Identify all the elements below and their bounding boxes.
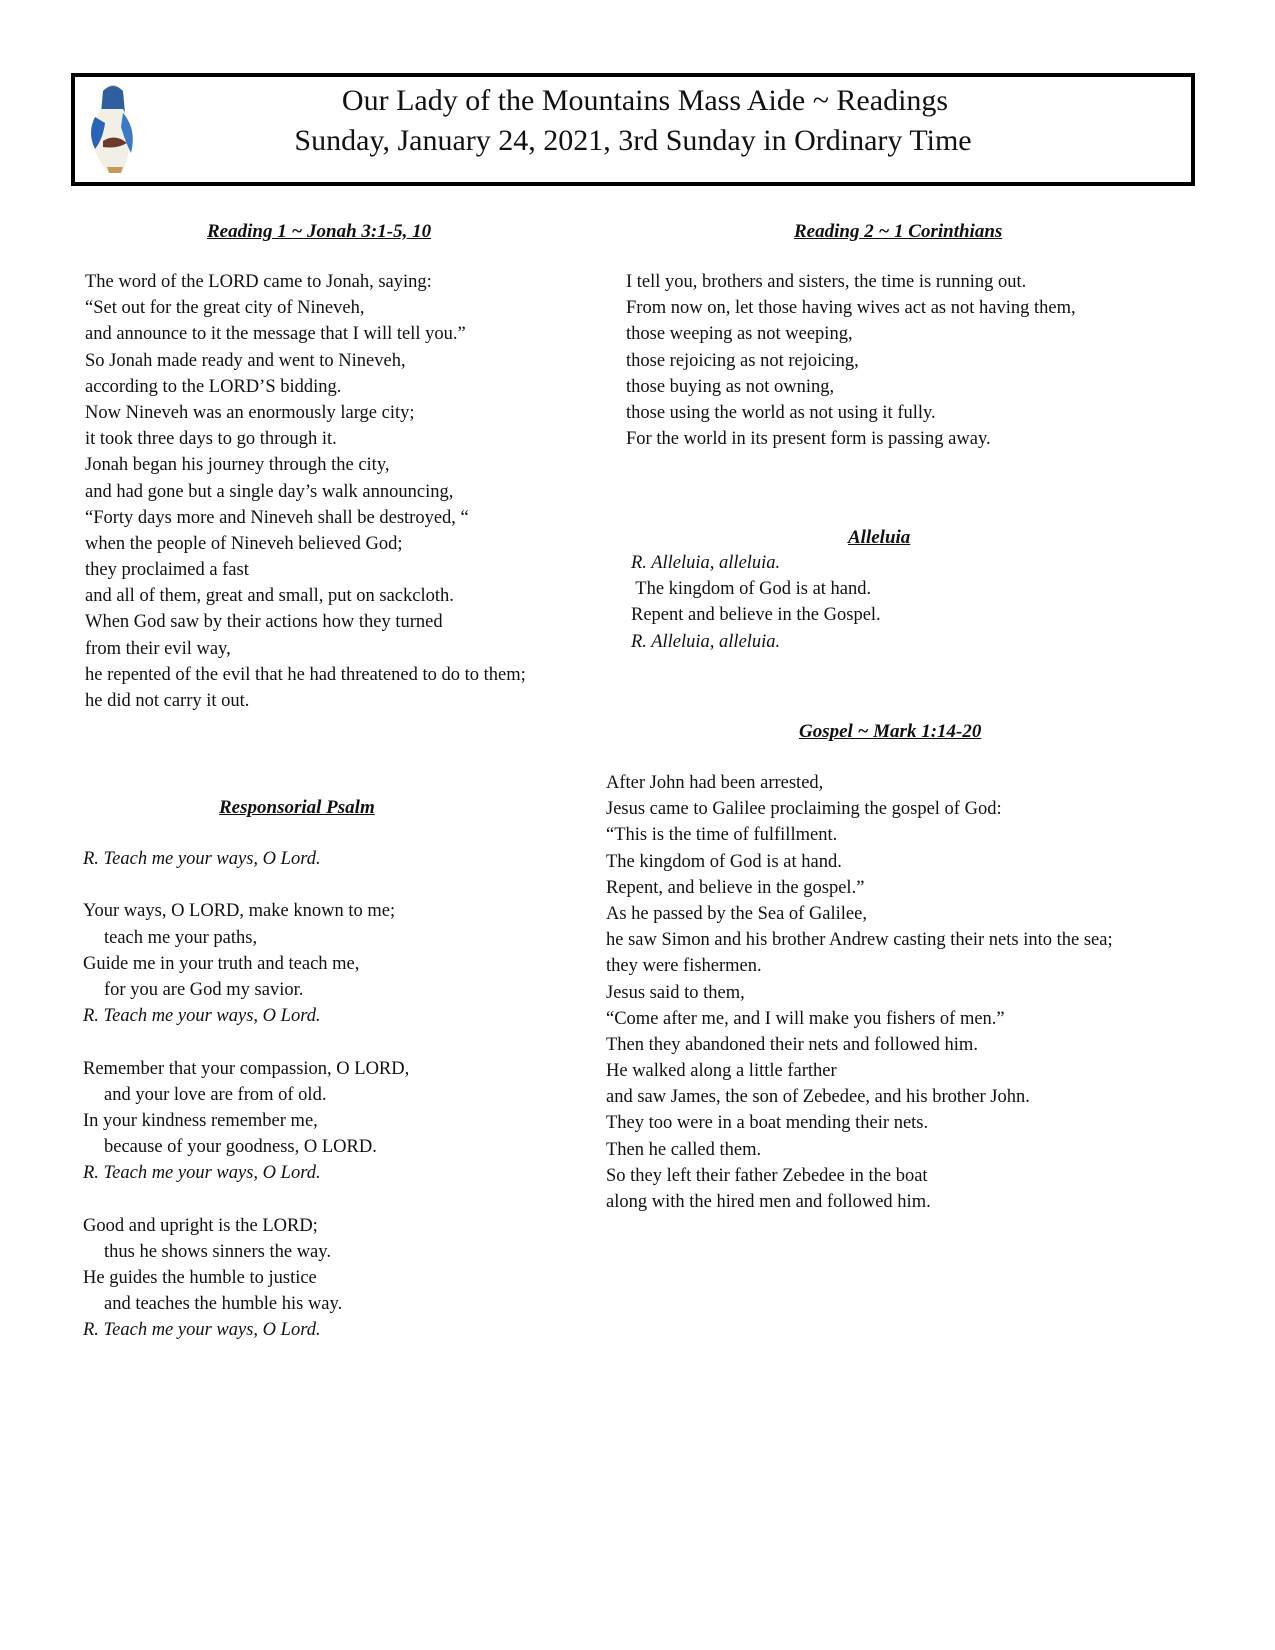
psalm-response: R. Teach me your ways, O Lord. [83, 849, 321, 869]
alleluia-text [631, 550, 881, 655]
psalm-line: Guide me in your truth and teach me, [83, 953, 360, 974]
reading1-line: when the people of Nineveh believed God; [85, 533, 403, 554]
gospel-line: They too were in a boat mending their nets. [606, 1113, 929, 1134]
gospel-line: he saw Simon and his brother Andrew casting their nets into the sea; [606, 930, 1113, 951]
gospel-heading: Gospel ~ Mark 1:14-20 [799, 721, 982, 742]
gospel-line: So they left their father Zebedee in the boat [606, 1165, 928, 1186]
gospel-line: Repent, and believe in the gospel.” [606, 877, 865, 898]
gospel-line: Jesus came to Galilee proclaiming the gospel of God: [606, 799, 1002, 820]
psalm-response: R. Teach me your ways, O Lord. [83, 1320, 321, 1341]
reading2-line: those buying as not owning, [626, 376, 835, 397]
reading1-line: The word of the LORD came to Jonah, saying: [85, 272, 432, 292]
page-subtitle: Sunday, January 24, 2021, 3rd Sunday in Ordinary Time [294, 124, 972, 157]
reading1-text [85, 269, 526, 714]
psalm-line: Good and upright is the LORD; [83, 1215, 318, 1236]
gospel-line: The kingdom of God is at hand. [606, 851, 842, 872]
psalm-line: Your ways, O LORD, make known to me; [83, 901, 396, 922]
psalm-line: Remember that your compassion, O LORD, [83, 1058, 410, 1079]
reading2-line: those using the world as not using it fully. [626, 402, 936, 423]
reading2-line: I tell you, brothers and sisters, the time is running out. [626, 272, 1027, 292]
psalm-line: because of your goodness, O LORD. [104, 1137, 377, 1158]
reading1-line: he did not carry it out. [85, 691, 250, 711]
reading1-line: they proclaimed a fast [85, 560, 249, 581]
gospel-line: they were fishermen. [606, 956, 762, 977]
reading1-line: according to the LORD’S bidding. [85, 376, 342, 397]
reading1-line: Now Nineveh was an enormously large city; [85, 402, 415, 423]
reading1-line: and all of them, great and small, put on sackcloth. [85, 586, 454, 607]
psalm-text [83, 846, 409, 1344]
gospel-line: “Come after me, and I will make you fishers of men.” [606, 1008, 1005, 1029]
reading1-line: it took three days to go through it. [85, 429, 337, 450]
psalm-line: for you are God my savior. [104, 979, 304, 1000]
reading2-line: those rejoicing as not rejoicing, [626, 350, 859, 371]
reading1-heading: Reading 1 ~ Jonah 3:1-5, 10 [207, 221, 432, 242]
psalm-line: thus he shows sinners the way. [104, 1241, 331, 1262]
alleluia-heading: Alleluia [848, 527, 911, 548]
gospel-line: Then he called them. [606, 1139, 762, 1160]
reading2-heading: Reading 2 ~ 1 Corinthians [794, 221, 1003, 242]
reading1-line: So Jonah made ready and went to Nineveh, [85, 350, 406, 371]
reading1-line: he repented of the evil that he had threatened to do to them; [85, 664, 526, 685]
alleluia-response: R. Alleluia, alleluia. [631, 631, 781, 652]
reading1-line: When God saw by their actions how they turned [85, 612, 443, 633]
gospel-line: As he passed by the Sea of Galilee, [606, 903, 867, 924]
reading1-line: Jonah began his journey through the city, [85, 455, 390, 476]
psalm-line: and teaches the humble his way. [104, 1294, 343, 1315]
gospel-line: “This is the time of fulfillment. [606, 825, 838, 846]
alleluia-response: R. Alleluia, alleluia. [631, 553, 781, 573]
reading1-line: and had gone but a single day’s walk announcing, [85, 481, 454, 502]
alleluia-verse: The kingdom of God is at hand. [631, 579, 872, 600]
gospel-line: He walked along a little farther [606, 1061, 837, 1082]
gospel-line: Then they abandoned their nets and followed him. [606, 1034, 978, 1055]
gospel-line: and saw James, the son of Zebedee, and his brother John. [606, 1087, 1030, 1108]
reading2-line: From now on, let those having wives act as not having them, [626, 298, 1076, 319]
reading1-line: “Forty days more and Nineveh shall be destroyed, “ [85, 507, 469, 528]
psalm-line: In your kindness remember me, [83, 1110, 318, 1131]
reading1-line: “Set out for the great city of Nineveh, [85, 298, 365, 319]
gospel-line: Jesus said to them, [606, 982, 745, 1003]
gospel-line: along with the hired men and followed him. [606, 1192, 931, 1212]
reading2-line: For the world in its present form is passing away. [626, 429, 991, 450]
psalm-response: R. Teach me your ways, O Lord. [83, 1006, 321, 1027]
reading1-line: from their evil way, [85, 638, 231, 659]
alleluia-verse: Repent and believe in the Gospel. [631, 605, 881, 626]
reading2-text [626, 269, 1076, 452]
psalm-response: R. Teach me your ways, O Lord. [83, 1163, 321, 1184]
gospel-text [606, 770, 1113, 1215]
psalm-line: He guides the humble to justice [83, 1268, 317, 1288]
reading1-line: and announce to it the message that I will tell you.” [85, 324, 466, 345]
reading2-line: those weeping as not weeping, [626, 324, 853, 345]
page-title: Our Lady of the Mountains Mass Aide ~ Readings [341, 84, 949, 117]
psalm-heading: Responsorial Psalm [219, 797, 375, 818]
gospel-line: After John had been arrested, [606, 773, 824, 793]
psalm-line: teach me your paths, [104, 927, 258, 948]
header-box [71, 73, 1195, 186]
psalm-line: and your love are from of old. [104, 1084, 327, 1105]
